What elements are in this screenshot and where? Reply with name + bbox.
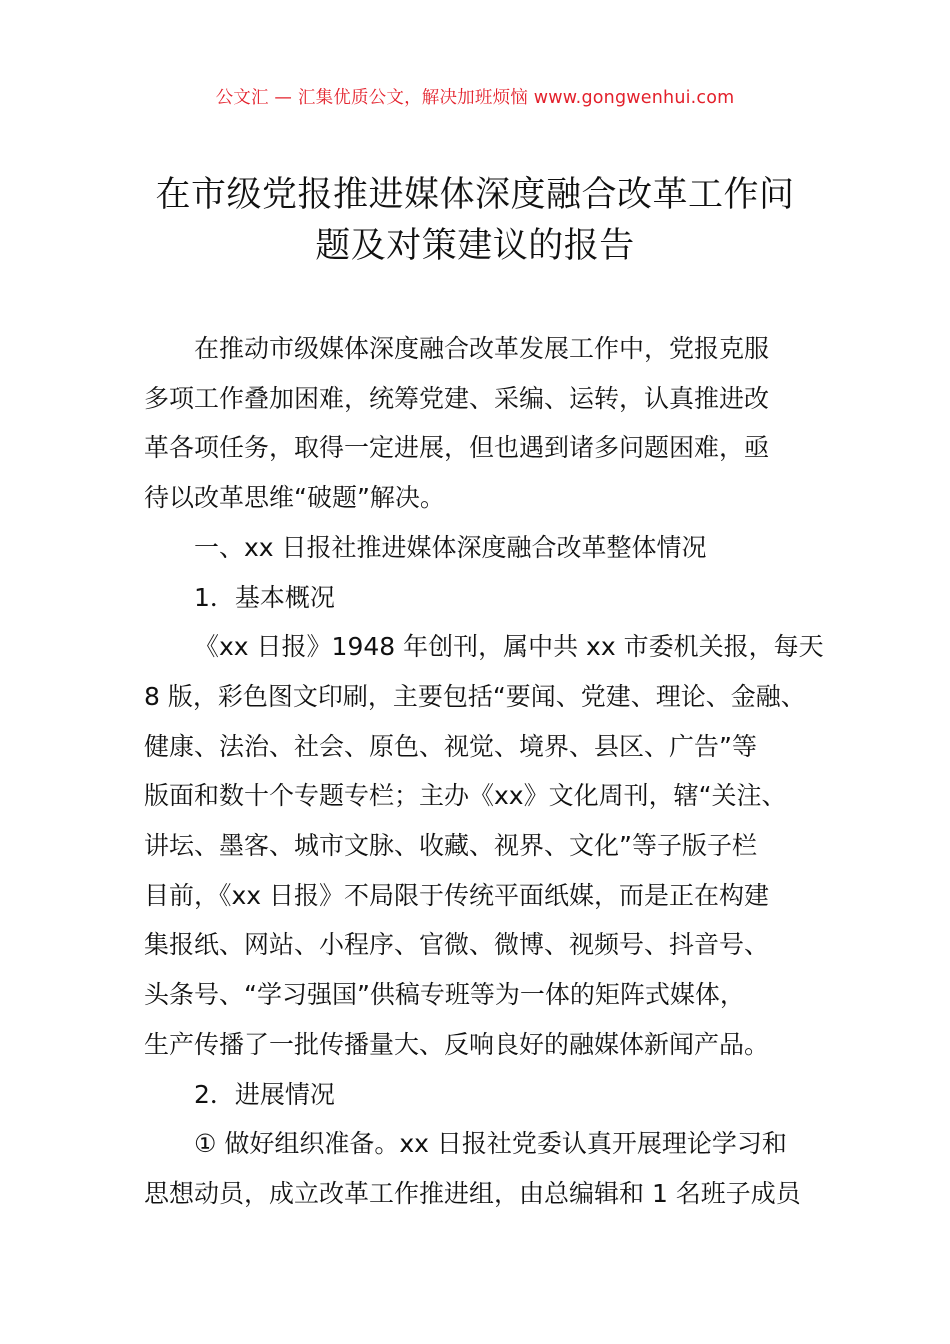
title-line-2: 题及对策建议的报告 xyxy=(315,226,635,266)
paragraph-overview-line: 版面和数十个专题专栏；主办《xx》文化周刊，辖“关注、 xyxy=(144,781,787,811)
paragraph-progress-line: 思想动员，成立改革工作推进组，由总编辑和 1 名班子成员 xyxy=(144,1178,801,1208)
paragraph-overview-line: 目前，《xx 日报》不局限于传统平面纸媒，而是正在构建 xyxy=(144,880,770,910)
title-line-1: 在市级党报推进媒体深度融合改革工作问 xyxy=(155,175,795,215)
site-banner-link[interactable]: 公文汇 — 汇集优质公文，解决加班烦恼 www.gongwenhui.com xyxy=(215,88,735,108)
paragraph-intro-line: 在推动市级媒体深度融合改革发展工作中，党报克服 xyxy=(194,334,770,363)
paragraph-overview-line: 生产传播了一批传播量大、反响良好的融媒体新闻产品。 xyxy=(144,1029,770,1059)
subsection-heading-1: 1．基本概况 xyxy=(194,582,335,612)
paragraph-overview-line: 讲坛、墨客、城市文脉、收藏、视界、文化”等子版子栏 xyxy=(144,831,757,861)
paragraph-overview-line: 头条号、“学习强国”供稿专班等为一体的矩阵式媒体， xyxy=(144,980,745,1010)
paragraph-overview-line: 健康、法治、社会、原色、视觉、境界、县区、广告”等 xyxy=(144,731,757,761)
document-title xyxy=(0,170,950,272)
paragraph-overview-line: 《xx 日报》1948 年创刊，属中共 xx 市委机关报，每天 xyxy=(194,632,824,662)
section-heading-1: 一、xx 日报社推进媒体深度融合改革整体情况 xyxy=(194,532,707,562)
paragraph-progress-line: ① 做好组织准备。xx 日报社党委认真开展理论学习和 xyxy=(194,1129,787,1159)
document-body xyxy=(144,324,824,1219)
paragraph-intro-line: 革各项任务，取得一定进展，但也遇到诸多问题困难，亟 xyxy=(144,433,770,463)
paragraph-overview-line: 集报纸、网站、小程序、官微、微博、视频号、抖音号、 xyxy=(144,930,770,960)
subsection-heading-2: 2．进展情况 xyxy=(194,1079,335,1109)
paragraph-intro-line: 多项工作叠加困难，统筹党建、采编、运转，认真推进改 xyxy=(144,383,770,413)
paragraph-overview-line: 8 版，彩色图文印刷，主要包括“要闻、党建、理论、金融、 xyxy=(144,681,806,711)
paragraph-intro-line: 待以改革思维“破题”解决。 xyxy=(144,483,445,513)
